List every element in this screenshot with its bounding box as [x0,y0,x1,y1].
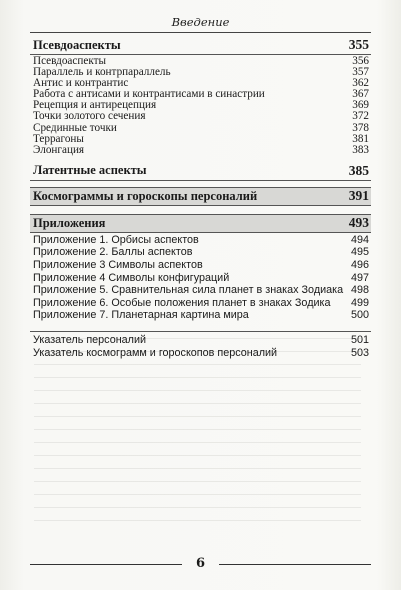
section-header [30,187,371,206]
toc-entry [30,297,371,310]
section-title: Приложения [33,215,106,230]
toc-entry [30,334,371,347]
toc-entry [30,272,371,285]
entry-page: 383 [352,143,369,156]
entry-page: 497 [350,271,369,284]
toc-section-appendices [30,214,371,359]
entry-label: Приложение 6. Особые положения планет в знаках Зодика [33,296,331,309]
entry-label: Параллель и контрпараллель [33,66,171,79]
section-page: 493 [348,215,369,231]
toc-entry [30,259,371,272]
entry-page: 496 [350,259,369,272]
toc-entry [30,309,371,322]
entry-page: 501 [350,334,369,346]
entry-page: 495 [350,246,369,259]
entry-page: 369 [352,99,369,112]
show-through-text [34,330,361,530]
toc-entry [30,123,371,134]
section-title: Космограммы и гороскопы персоналий [33,188,258,203]
section-page: 385 [348,162,369,178]
footer-rule-right [219,564,371,565]
toc-entry [30,246,371,259]
entry-page: 367 [352,88,369,101]
page-number: 6 [195,556,206,571]
entry-page: 378 [352,121,369,134]
entry-label: Работа с антисами и контрантисами в синастрии [33,88,265,101]
section-title: Псевдоаспекты [33,37,121,52]
toc-entry [30,234,371,247]
section-title: Латентные аспекты [33,163,147,178]
table-of-contents [30,36,371,359]
entry-page: 372 [352,110,369,123]
entry-page: 356 [352,55,369,67]
section-page: 355 [348,37,369,52]
page-footer [30,556,371,572]
entry-label: Приложение 7. Планетарная картина мира [33,309,249,322]
entry-page: 500 [350,309,369,322]
entry-label: Приложение 2. Баллы аспектов [33,246,193,259]
entry-page: 498 [350,284,369,297]
toc-section-cosmograms [30,187,371,206]
running-head: Введение [30,12,371,33]
entry-page: 499 [350,296,369,309]
section-header [30,36,371,55]
toc-entry [30,347,371,360]
entry-label: Антис и контрантис [33,77,129,90]
entry-page: 357 [352,66,369,79]
entry-label: Указатель космограмм и гороскопов персоналий [33,346,278,359]
section-header [30,214,371,233]
entry-label: Указатель персоналий [33,334,147,346]
entry-label: Срединные точки [33,121,117,134]
entry-label: Террагоны [33,132,84,145]
entry-label: Приложение 1. Орбисы аспектов [33,233,199,246]
toc-section-latent-aspects [30,162,371,181]
entry-label: Точки золотого сечения [33,110,146,123]
toc-entry [30,284,371,297]
toc-entry [30,145,371,156]
section-page: 391 [348,188,369,204]
entry-page: 381 [352,132,369,145]
entry-page: 362 [352,77,369,90]
toc-section-pseudoaspects [30,36,371,156]
entry-label: Приложение 5. Сравнительная сила планет в знаках Зодиака [33,284,344,297]
section-header [30,162,371,181]
entry-label: Приложение 4 Символы конфигураций [33,271,230,284]
toc-entry [30,111,371,122]
entry-label: Элонгация [33,143,85,156]
entry-label: Приложение 3 Символы аспектов [33,259,203,272]
entry-page: 503 [350,346,369,359]
entry-page: 494 [350,233,369,246]
entry-label: Рецепция и антирецепция [33,99,157,112]
entry-label: Псевдоаспекты [33,55,107,67]
